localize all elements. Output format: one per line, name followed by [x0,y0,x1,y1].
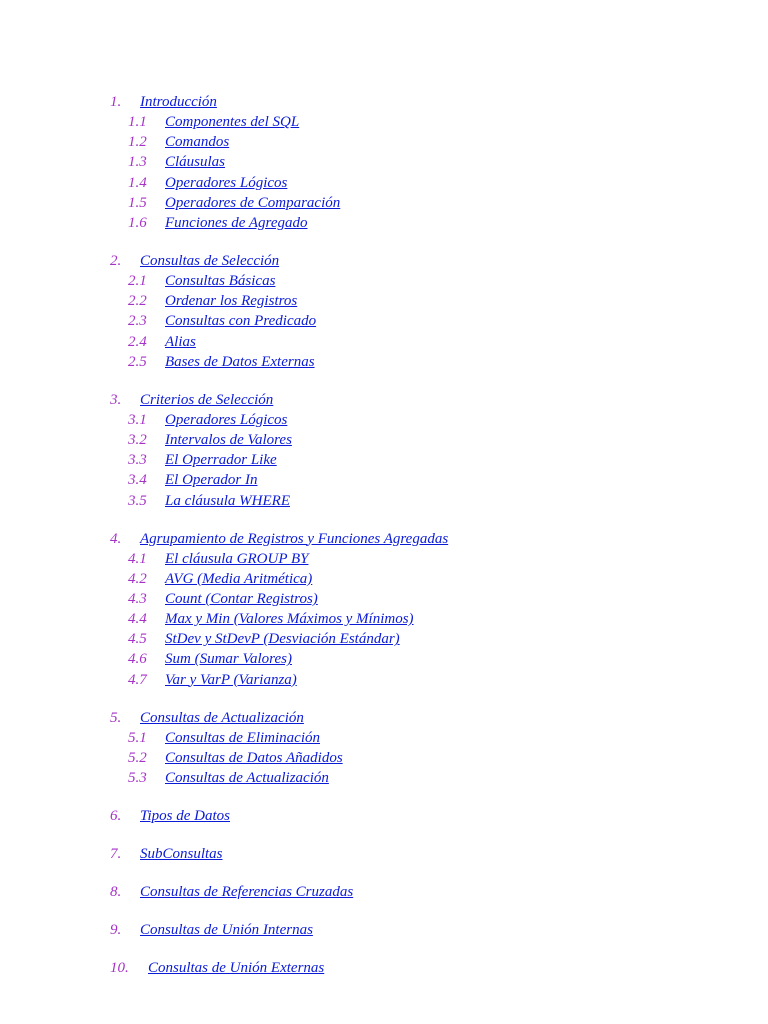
toc-subsection-link[interactable]: Comandos [165,134,230,151]
toc-section-number: 5. [110,709,122,726]
toc-subsection-number: 4.2 [128,570,147,587]
toc-subsection-link[interactable]: La cláusula WHERE [165,492,290,509]
toc-subsection-link[interactable]: AVG (Media Aritmética) [165,570,313,587]
toc-subsection-link[interactable]: Ordenar los Registros [165,293,298,310]
toc-section-link[interactable]: Consultas de Referencias Cruzadas [140,884,354,901]
toc-section-link[interactable]: SubConsultas [140,846,223,863]
toc-subsection-link[interactable]: Var y VarP (Varianza) [165,671,297,688]
toc-subsection-link[interactable]: El Operador In [165,472,258,489]
toc-subsection-number: 4.3 [128,591,147,607]
toc-subsection-number: 2.5 [128,353,147,370]
toc-subsection-number: 1.3 [128,154,147,171]
toc-section-link[interactable]: Consultas de Selección [140,252,280,269]
toc-subsection-link[interactable]: Count (Contar Registros) [165,591,318,607]
toc-subsection-link[interactable]: Operadores Lógicos [165,411,288,428]
toc-section-number: 6. [110,808,122,825]
toc-subsection-number: 4.7 [128,671,147,688]
toc-section-number: 2. [110,252,122,269]
toc-subsection-link[interactable]: Funciones de Agregado [165,214,308,231]
toc-section-link[interactable]: Introducción [140,94,217,110]
toc-subsection-link[interactable]: Componentes del SQL [165,114,300,131]
toc-section-number: 3. [110,391,122,408]
toc-subsection-link[interactable]: Max y Min (Valores Máximos y Mínimos) [165,611,414,628]
toc-subsection-link[interactable]: Consultas de Eliminación [165,729,320,746]
toc-subsection-number: 3.1 [128,411,147,428]
toc-subsection-number: 3.5 [128,492,147,509]
toc-subsection-number: 2.3 [128,313,147,330]
toc-subsection-link[interactable]: Consultas Básicas [165,273,276,290]
toc-section-number: 10. [110,960,129,977]
toc-subsection-number: 1.1 [128,114,147,131]
toc-subsection-link[interactable]: Sum (Sumar Valores) [165,651,292,668]
toc-section-link[interactable]: Tipos de Datos [140,808,231,825]
toc-subsection-link[interactable]: StDev y StDevP (Desviación Estándar) [165,631,400,648]
toc-subsection-number: 1.2 [128,134,147,151]
toc-subsection-number: 1.6 [128,214,147,231]
toc-subsection-link[interactable]: Bases de Datos Externas [165,353,315,370]
toc-subsection-number: 5.2 [128,749,147,766]
toc-section-link[interactable]: Agrupamiento de Registros y Funciones Agregadas [140,530,449,547]
toc-subsection-number: 5.1 [128,729,147,746]
toc-subsection-link[interactable]: Cláusulas [165,154,226,171]
toc-section-number: 8. [110,884,122,901]
toc-section-number: 4. [110,530,122,547]
toc-subsection-link[interactable]: Consultas de Actualización [165,770,329,787]
toc-section-link[interactable]: Criterios de Selección [140,391,274,408]
toc-subsection-link[interactable]: El cláusula GROUP BY [165,550,309,567]
toc-section-link[interactable]: Consultas de Unión Internas [140,922,313,939]
toc-subsection-link[interactable]: Operadores de Comparación [165,194,341,211]
toc-subsection-number: 1.5 [128,194,147,211]
toc-subsection-number: 4.6 [128,651,147,668]
toc-subsection-number: 4.1 [128,550,147,567]
toc-subsection-number: 2.4 [128,333,147,350]
toc-subsection-number: 4.5 [128,631,147,648]
toc-section-link[interactable]: Consultas de Unión Externas [148,960,325,977]
toc-subsection-link[interactable]: Operadores Lógicos [165,174,288,191]
toc-subsection-number: 5.3 [128,770,147,787]
toc-subsection-number: 2.2 [128,293,147,310]
toc-section-number: 1. [110,94,122,110]
toc-section-number: 7. [110,846,122,863]
toc-subsection-number: 4.4 [128,611,147,628]
toc-subsection-number: 3.2 [128,432,147,449]
toc-subsection-number: 1.4 [128,174,147,191]
toc-subsection-link[interactable]: Consultas con Predicado [165,313,317,330]
toc-subsection-link[interactable]: Consultas de Datos Añadidos [165,749,343,766]
toc-subsection-number: 3.3 [128,452,147,469]
toc-subsection-link[interactable]: El Operrador Like [165,452,277,469]
toc-subsection-number: 3.4 [128,472,147,489]
toc-section-number: 9. [110,922,122,939]
toc-subsection-link[interactable]: Intervalos de Valores [165,432,292,449]
toc-section-link[interactable]: Consultas de Actualización [140,709,304,726]
toc-subsection-number: 2.1 [128,273,147,290]
toc-subsection-link[interactable]: Alias [165,333,196,350]
